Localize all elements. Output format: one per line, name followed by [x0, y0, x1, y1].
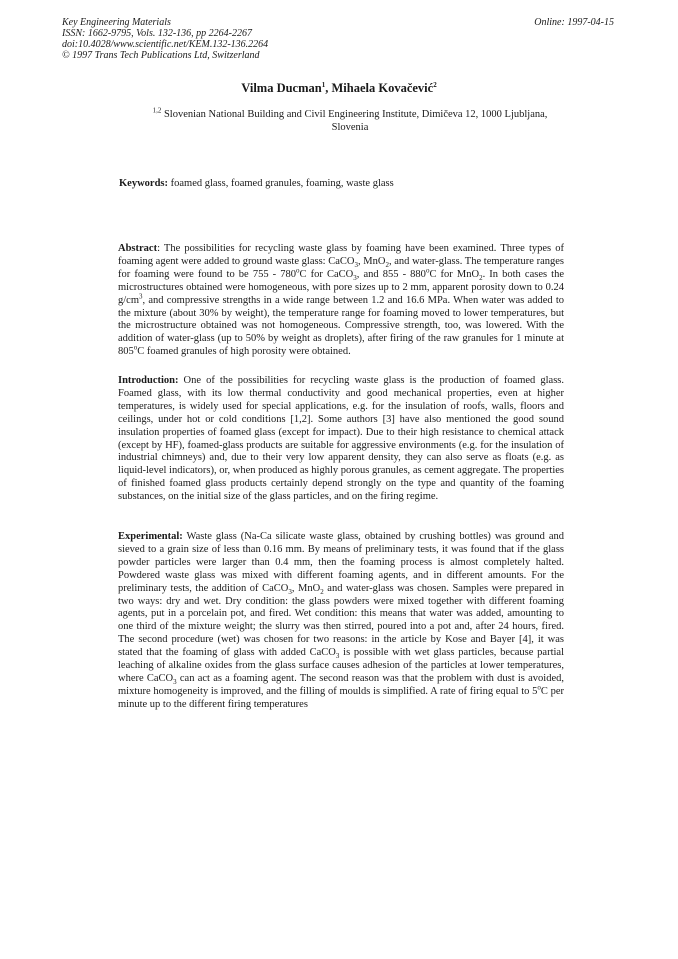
introduction-paragraph: Introduction: One of the possibilities for recycling waste glass is the production of foamed glass. Foamed glass, with its low thermal conductivity and good mechanical properties, even at higher temperatures, is widely used for special applications, e.g. for the insulation of roofs, walls, floors and ceilings, under hot or cold conditions [1,2]. Some authors [3] have also mentioned the good sound insulation properties of foamed glass (except for impact). Due to their high resistance to chemical attack (except by HF), foamed-glass products are suitable for aggressive environments (e.g. for the insulation of industrial chimneys) and, due to their very low apparent density, they can also serve as floats (e.g. as liquid-level indicators), or, when produced as highly porous granules, as cement aggregate. The properties of finished foamed glass products certainly depend strongly on the type and quantity of the foaming substances, on the initial size of the glass particles, and on the firing regime.	[118, 375, 564, 503]
online-date: Online: 1997-04-15	[534, 17, 614, 28]
doi-line: doi:10.4028/www.scientific.net/KEM.132-136.2264	[62, 39, 269, 50]
experimental-paragraph: Experimental: Waste glass (Na-Ca silicate waste glass, obtained by crushing bottles) was ground and sieved to a grain size of less than 0.16 mm. By means of preliminary tests, it was found that if the glass powder particles were larger than 0.4 mm, then the foaming process is almost completely halted. Powdered waste glass was mixed with different foaming agents, and in different amounts. For the preliminary tests, the addition of CaCO$_3$, MnO$_2$ and water-glass was chosen. Samples were prepared in two ways: dry and wet. Dry condition: the glass powders were mixed together with different foaming agents, put in a porcelain pot, and fired. Wet condition: this means that water was added, amounting to one third of the mixture weight; the slurry was then stirred, poured into a pot and, after 24 hours, fired. The second procedure (wet) was chosen for two reasons: in the article by Kose and Bayer [4], it was stated that the foaming of glass with added CaCO$_3$ is possible with wet glass particles, because partial leaching of alkaline oxides from the glass surface causes adhesion of the particles at lower temperatures, where CaCO$_3$ can act as a foaming agent. The second reason was that the problem with dust is avoided, mixture homogeneity is improved, and the filling of moulds is simplified. A rate of firing equal to 5$^o$C per minute up to the different firing temperatures	[118, 531, 565, 710]
introduction-label: Introduction:	[118, 375, 179, 386]
abstract-label: Abstract	[118, 243, 158, 254]
keywords	[119, 178, 394, 189]
copyright-line: © 1997 Trans Tech Publications Ltd, Switzerland	[62, 50, 260, 61]
journal-header	[62, 17, 268, 61]
keywords-text: foamed glass, foamed granules, foaming, waste glass	[168, 178, 394, 189]
keywords-label: Keywords:	[119, 178, 168, 189]
journal-name: Key Engineering Materials	[62, 17, 171, 28]
author-1: Vilma Ducman	[241, 81, 322, 95]
abstract-paragraph: Abstract: The possibilities for recycling waste glass by foaming have been examined. Three types of foaming agent were added to ground waste glass: CaCO$_3$, MnO$_2$, and water-glass. The temperature ranges for foaming were found to be 755 - 780$^o$C for CaCO$_3$, and 855 - 880$^o$C for MnO$_2$. In both cases the microstructures obtained were homogeneous, with pore sizes up to 2 mm, apparent porosity down to 0.24 $g/cm^3$, and compressive strengths in a wide range between 1.2 and 16.6 MPa. When water was added to the mixture (about 30% by weight), the temperature range for foaming moved to lower temperatures, but the microstructure obtained was not homogeneous. Compressive strength, too, was lowered. With the addition of water-glass (up to 50% by weight as droplets), after firing of the raw granules for 1 minute at 805$^o$C foamed granules of high porosity were obtained.	[118, 243, 564, 358]
author-line: Vilma Ducman$^1$, Mihaela Kovačević$^2$	[241, 80, 437, 95]
experimental-label: Experimental:	[118, 531, 183, 542]
affiliation: $^{1,2}$ Slovenian National Building and Civil Engineering Institute, Dimičeva 12, 1000 Ljubljana, Slovenia	[152, 106, 548, 133]
issn-line: ISSN: 1662-9795, Vols. 132-136, pp 2264-2267	[62, 28, 252, 39]
author-2: Mihaela Kovačević	[331, 81, 434, 95]
